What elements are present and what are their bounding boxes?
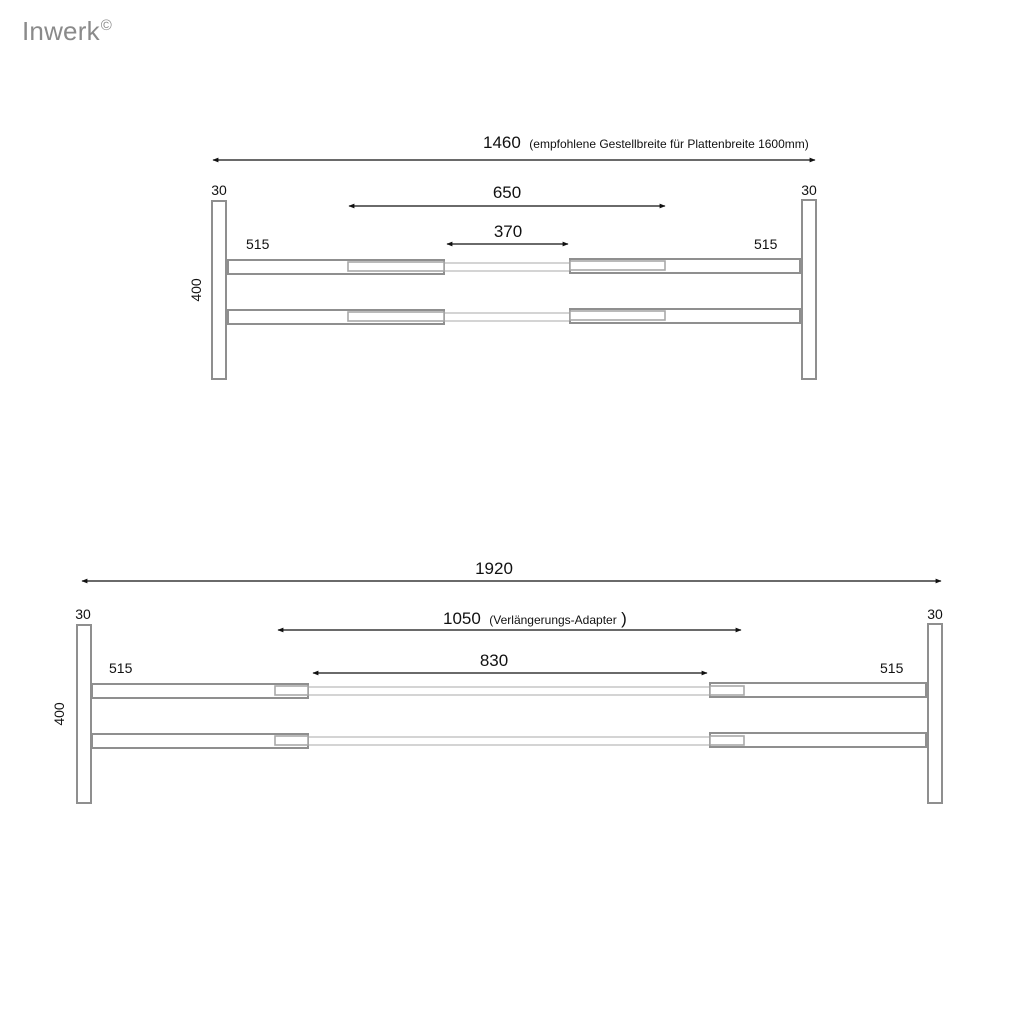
bottom-lower-rod [308,737,710,745]
bottom-adapter-label [443,609,627,628]
bottom-upper-rod [308,687,710,695]
top-beam-left-label: 515 [246,236,270,252]
top-frame [188,133,817,379]
bottom-height-label: 400 [51,702,67,726]
bottom-lower-slider-left [275,736,308,745]
bottom-inner-label: 830 [479,651,509,670]
top-lower-slider-left [348,312,444,321]
bottom-lower-slider-right [710,736,744,745]
bottom-leg-left-label: 30 [75,606,91,622]
top-width-note: (empfohlene Gestellbreite für Plattenbreite 1600mm) [529,137,809,151]
top-width-value: 1460 [483,133,521,152]
bottom-upper-slider-left [275,686,308,695]
bottom-beam-left-label: 515 [109,660,133,676]
top-leg-left-label: 30 [211,182,227,198]
bottom-adapter-note: (Verlängerungs-Adapter [489,613,617,627]
top-upper-slider-right [570,261,665,270]
top-leg-right [802,200,816,379]
bottom-width-label: 1920 [475,559,513,578]
top-beam-right-label: 515 [754,236,778,252]
bottom-beam-right-label: 515 [880,660,904,676]
bottom-frame [51,559,943,803]
top-upper-slider-left [348,262,444,271]
top-leg-right-label: 30 [801,182,817,198]
bottom-upper-slider-right [710,686,744,695]
top-middle-label: 650 [492,183,522,202]
top-width-label [483,133,809,152]
top-inner-label: 370 [493,222,523,241]
bottom-leg-left [77,625,91,803]
bottom-adapter-value: 1050 [443,609,481,628]
top-leg-left [212,201,226,379]
top-upper-rod [444,263,570,271]
top-lower-rod [444,313,570,321]
brand-name: Inwerk [22,16,100,46]
brand-copyright: © [100,17,113,34]
bottom-leg-right-label: 30 [927,606,943,622]
bottom-adapter-close: ) [621,609,627,628]
top-height-label: 400 [188,278,204,302]
top-lower-slider-right [570,311,665,320]
bottom-leg-right [928,624,942,803]
